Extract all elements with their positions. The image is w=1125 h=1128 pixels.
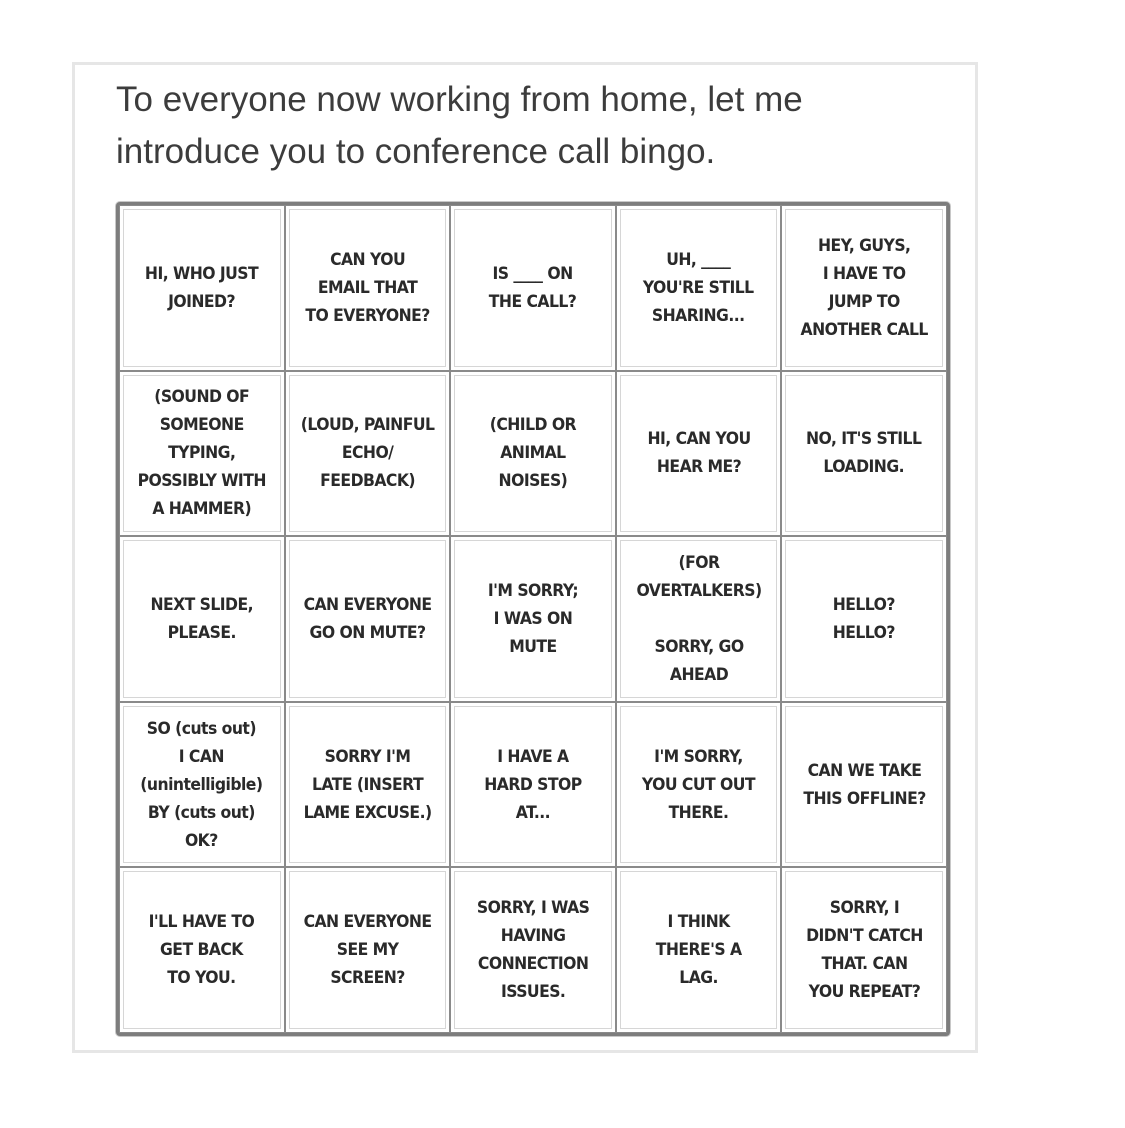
- bingo-cell: [285, 867, 451, 1033]
- bingo-cell-text: I'M SORRY, YOU CUT OUT THERE.: [642, 746, 756, 823]
- bingo-cell: [119, 867, 285, 1033]
- bingo-cell-text: HEY, GUYS, I HAVE TO JUMP TO ANOTHER CALL: [800, 235, 928, 340]
- bingo-cell-text: I'LL HAVE TO GET BACK TO YOU.: [148, 912, 255, 989]
- bingo-cell: [450, 867, 616, 1033]
- bingo-cell: [781, 702, 947, 868]
- bingo-cell: [450, 536, 616, 702]
- bingo-cell-text: I HAVE A HARD STOP AT...: [484, 746, 582, 823]
- bingo-cell: [450, 205, 616, 371]
- bingo-cell-text: (CHILD OR ANIMAL NOISES): [489, 415, 577, 492]
- bingo-cell: [616, 867, 782, 1033]
- bingo-cell-text: (FOR OVERTALKERS) SORRY, GO AHEAD: [636, 552, 762, 685]
- bingo-cell-text: UH, ____ YOU'RE STILL SHARING...: [643, 249, 754, 326]
- bingo-cell-text: (LOUD, PAINFUL ECHO/ FEEDBACK): [300, 415, 435, 492]
- bingo-cell-text: HELLO? HELLO?: [833, 594, 896, 643]
- bingo-cell: [616, 536, 782, 702]
- bingo-cell-text: CAN EVERYONE GO ON MUTE?: [303, 594, 432, 643]
- bingo-cell: [285, 371, 451, 537]
- bingo-cell-text: SORRY I'M LATE (INSERT LAME EXCUSE.): [303, 746, 432, 823]
- bingo-cell: [285, 205, 451, 371]
- bingo-cell: [616, 702, 782, 868]
- bingo-cell-text: SO (cuts out) I CAN (unintelligible) BY (cuts out) OK?: [140, 718, 263, 851]
- bingo-cell: [119, 205, 285, 371]
- bingo-cell-text: I'M SORRY; I WAS ON MUTE: [487, 580, 579, 657]
- bingo-cell-text: SORRY, I DIDN'T CATCH THAT. CAN YOU REPEAT?: [805, 898, 923, 1003]
- bingo-cell: [781, 867, 947, 1033]
- bingo-cell-text: NO, IT'S STILL LOADING.: [806, 429, 922, 478]
- bingo-cell-text: NEXT SLIDE, PLEASE.: [150, 594, 254, 643]
- post-caption: To everyone now working from home, let me introduce you to conference call bingo.: [116, 80, 803, 171]
- bingo-board: [116, 202, 950, 1036]
- bingo-cell-text: CAN WE TAKE THIS OFFLINE?: [802, 760, 926, 809]
- bingo-cell-text: HI, CAN YOU HEAR ME?: [647, 429, 751, 478]
- bingo-cell-text: CAN EVERYONE SEE MY SCREEN?: [303, 912, 432, 989]
- bingo-cell: [616, 205, 782, 371]
- bingo-cell-text: IS ____ ON THE CALL?: [489, 263, 577, 312]
- bingo-cell: [616, 371, 782, 537]
- bingo-cell: [119, 702, 285, 868]
- bingo-cell: [119, 536, 285, 702]
- bingo-cell: [285, 536, 451, 702]
- bingo-cell: [781, 205, 947, 371]
- bingo-cell: [781, 371, 947, 537]
- bingo-cell: [450, 702, 616, 868]
- bingo-cell-text: CAN YOU EMAIL THAT TO EVERYONE?: [305, 249, 430, 326]
- bingo-cell-text: (SOUND OF SOMEONE TYPING, POSSIBLY WITH A HAMMER): [137, 387, 266, 520]
- bingo-cell: [285, 702, 451, 868]
- bingo-cell-text: I THINK THERE'S A LAG.: [655, 912, 742, 989]
- bingo-cell-text: HI, WHO JUST JOINED?: [145, 263, 259, 312]
- bingo-cell-text: SORRY, I WAS HAVING CONNECTION ISSUES.: [476, 898, 590, 1003]
- bingo-cell: [781, 536, 947, 702]
- bingo-cell: [119, 371, 285, 537]
- bingo-cell: [450, 371, 616, 537]
